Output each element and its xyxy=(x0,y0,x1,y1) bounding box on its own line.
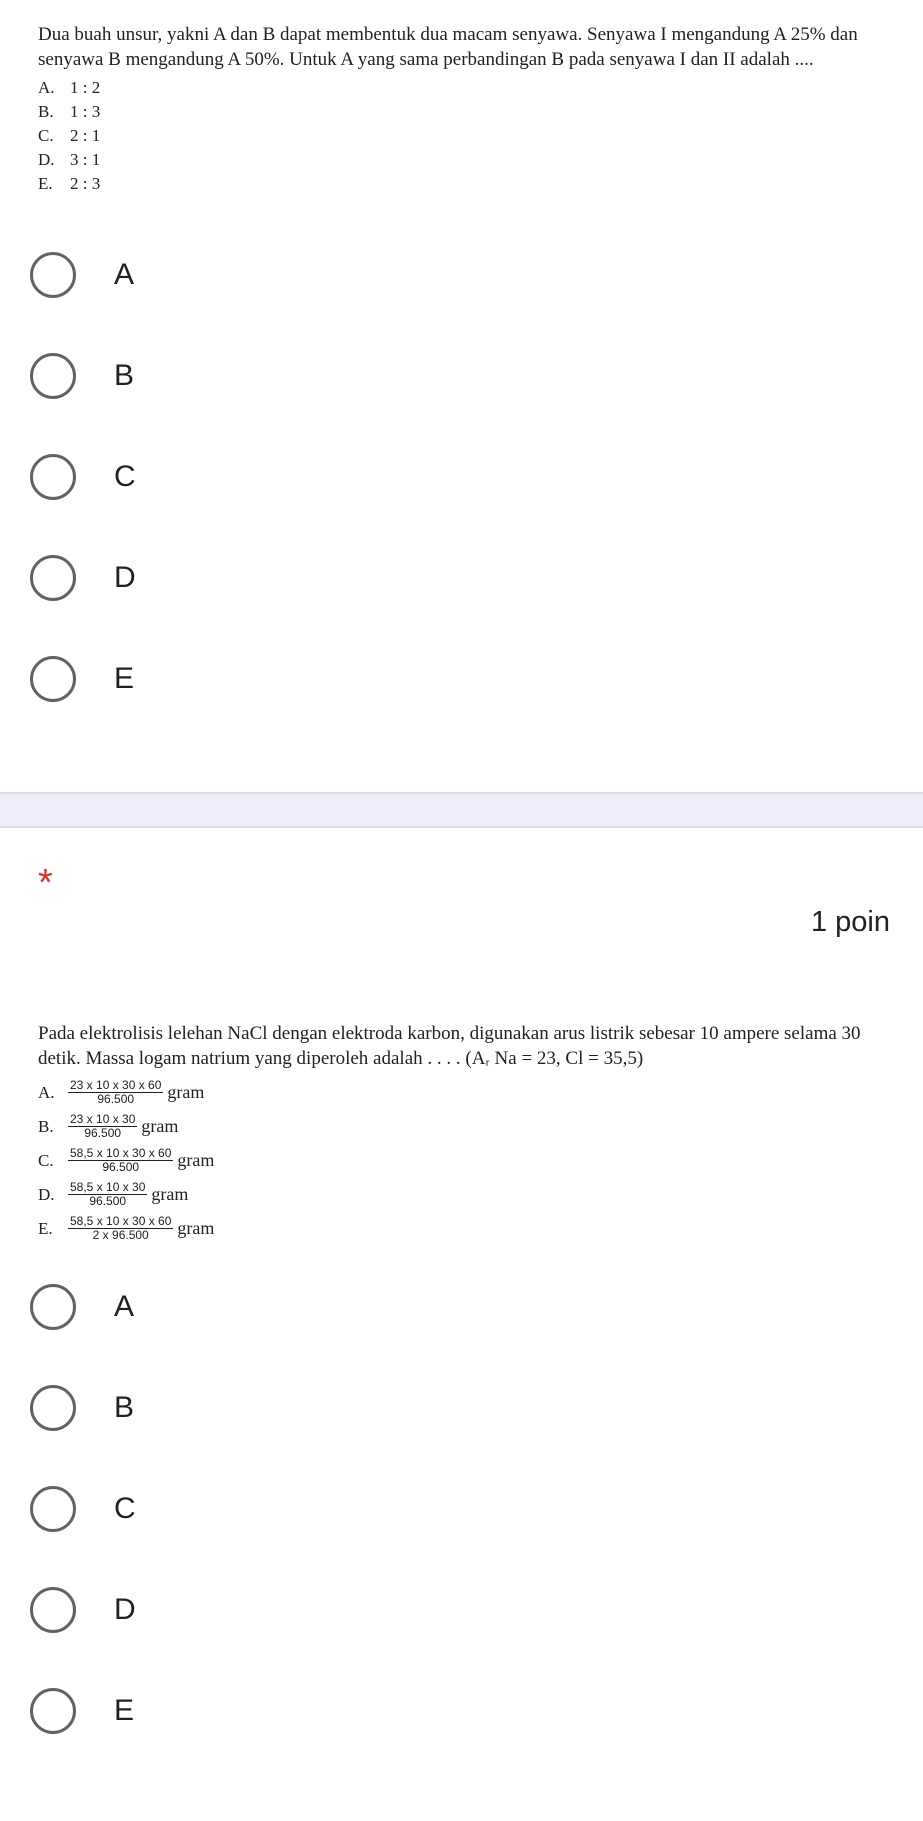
section-divider xyxy=(0,792,923,828)
required-mark: * xyxy=(38,862,53,904)
radio-button-icon[interactable] xyxy=(30,1587,76,1633)
choice-label: A xyxy=(114,258,135,291)
question-2-choice-d[interactable] xyxy=(0,1580,300,1640)
choice-label: C xyxy=(114,460,136,493)
question-1-text-block xyxy=(38,22,898,196)
question-2-option: E. $\frac{58,5 x 10 x 30 x 60}{2 x 96.500}$ gram xyxy=(38,1213,215,1242)
choice-label: B xyxy=(114,1391,135,1424)
fraction: $\frac{23 x 10 x 30}{96.500}$ xyxy=(70,1111,136,1140)
question-1-option: D. 3 : 1 xyxy=(38,150,101,169)
radio-button-icon[interactable] xyxy=(30,252,76,298)
radio-button-icon[interactable] xyxy=(30,353,76,399)
question-1-choice-a[interactable] xyxy=(0,245,300,305)
radio-button-icon[interactable] xyxy=(30,454,76,500)
question-2-choice-b[interactable] xyxy=(0,1378,300,1438)
points-label: 1 poin xyxy=(810,906,890,938)
question-1-option: B. 1 : 3 xyxy=(38,102,101,121)
question-2-choice-e[interactable] xyxy=(0,1681,300,1741)
radio-button-icon[interactable] xyxy=(30,1284,76,1330)
choice-label: A xyxy=(114,1290,135,1323)
radio-button-icon[interactable] xyxy=(30,656,76,702)
question-1-option-list xyxy=(38,76,898,196)
radio-button-icon[interactable] xyxy=(30,555,76,601)
choice-label: D xyxy=(114,1593,136,1626)
question-2-choice-c[interactable] xyxy=(0,1479,300,1539)
fraction: $\frac{58,5 x 10 x 30}{96.500}$ xyxy=(70,1179,146,1208)
radio-button-icon[interactable] xyxy=(30,1486,76,1532)
choice-label: D xyxy=(114,561,136,594)
question-2-option-list xyxy=(38,1075,908,1245)
question-1-option: E. 2 : 3 xyxy=(38,174,101,193)
question-1-choice-c[interactable] xyxy=(0,447,300,507)
question-2-choice-a[interactable] xyxy=(0,1277,300,1337)
question-1-option: A. 1 : 2 xyxy=(38,78,101,97)
radio-button-icon[interactable] xyxy=(30,1688,76,1734)
choice-label: B xyxy=(114,359,135,392)
question-2-text: Pada elektrolisis lelehan NaCl dengan elektroda karbon, digunakan arus listrik sebesar 10 ampere selama 30 detik. Massa logam natrium yang diperoleh adalah . . . . (Aᵣ Na = 23, Cl = 35,5) xyxy=(38,1023,861,1069)
fraction: $\frac{23 x 10 x 30 x 60}{96.500}$ xyxy=(70,1077,162,1106)
question-1-choice-e[interactable] xyxy=(0,649,300,709)
choice-label: C xyxy=(114,1492,136,1525)
question-2-option: A. $\frac{23 x 10 x 30 x 60}{96.500}$ gram xyxy=(38,1077,205,1106)
question-1-choice-b[interactable] xyxy=(0,346,300,406)
question-2-option: B. $\frac{23 x 10 x 30}{96.500}$ gram xyxy=(38,1111,179,1140)
choice-label: E xyxy=(114,1694,135,1727)
question-1-text: Dua buah unsur, yakni A dan B dapat membentuk dua macam senyawa. Senyawa I mengandung A 25% dan senyawa B mengandung A 50%. Untuk A yang sama perbandingan B pada senyawa I dan II adalah .... xyxy=(38,24,858,70)
question-1-option: C. 2 : 1 xyxy=(38,126,101,145)
question-2-option: C. $\frac{58,5 x 10 x 30 x 60}{96.500}$ gram xyxy=(38,1145,215,1174)
choice-label: E xyxy=(114,662,135,695)
fraction: $\frac{58,5 x 10 x 30 x 60}{96.500}$ xyxy=(70,1145,172,1174)
question-1-choice-d[interactable] xyxy=(0,548,300,608)
question-2-text-block xyxy=(38,1021,908,1245)
radio-button-icon[interactable] xyxy=(30,1385,76,1431)
fraction: $\frac{58,5 x 10 x 30 x 60}{2 x 96.500}$ xyxy=(70,1213,172,1242)
question-2-option: D. $\frac{58,5 x 10 x 30}{96.500}$ gram xyxy=(38,1179,189,1208)
